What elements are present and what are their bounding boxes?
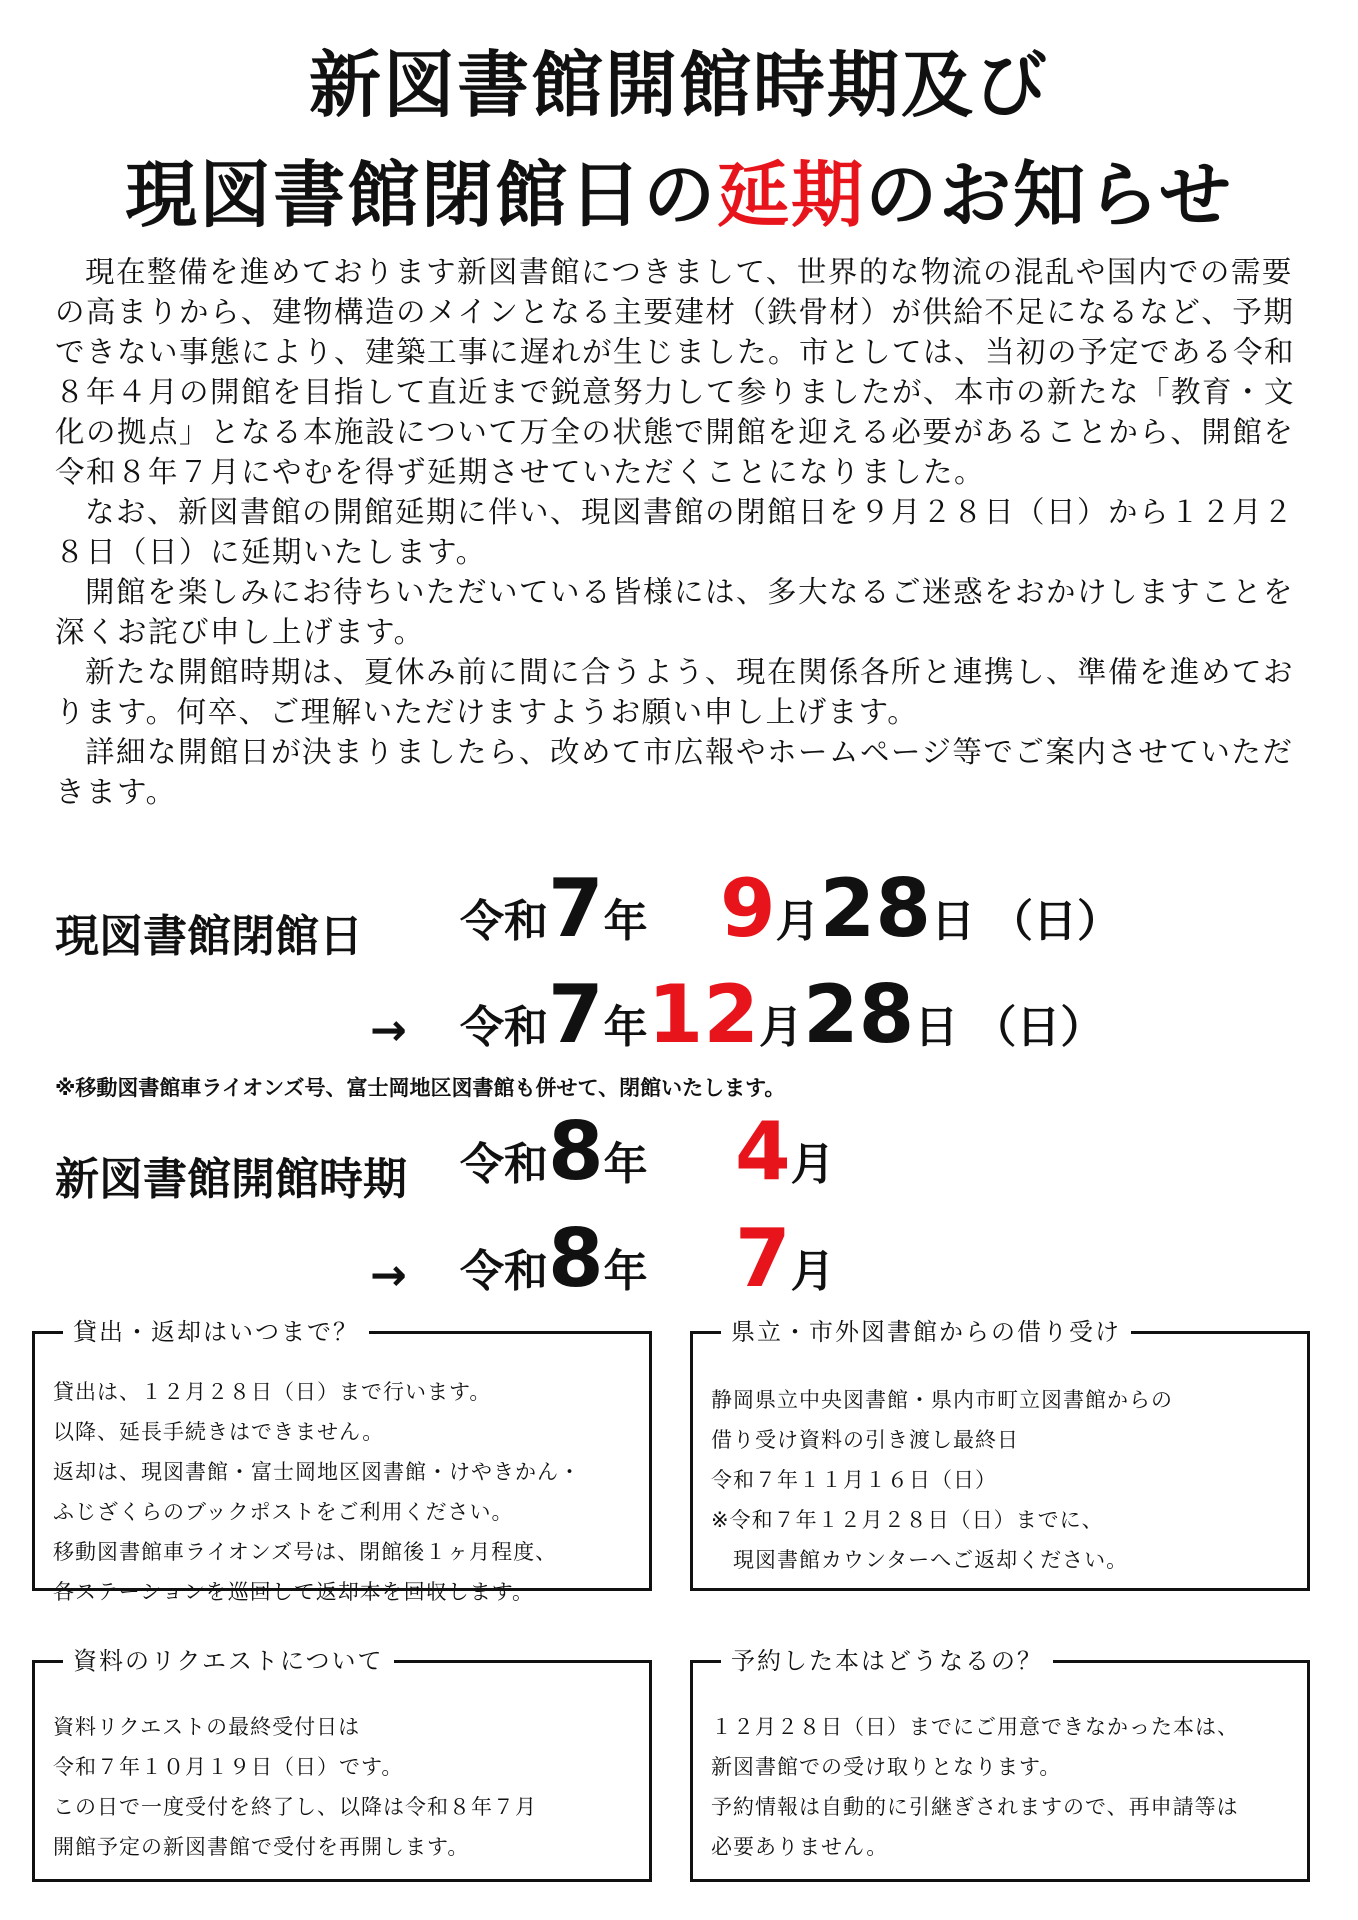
box-line: 必要ありません。 <box>711 1835 889 1859</box>
interlibrary-box-title: 県立・市外図書館からの借り受け <box>721 1315 1131 1349</box>
month-unit: 月 <box>790 1139 835 1190</box>
title-line2-pre: 現図書館閉館日の <box>125 153 718 237</box>
announcement-body <box>55 252 1320 812</box>
closing-old-date <box>460 862 648 955</box>
reservation-box-title: 予約した本はどうなるの？ <box>721 1644 1053 1678</box>
box-line: 現図書館カウンターへご返却ください。 <box>711 1548 1129 1572</box>
box-line: １２月２８日（日）までにご用意できなかった本は、 <box>711 1715 1239 1739</box>
opening-period-label: 新図書館開館時期 <box>55 1154 407 1205</box>
era: 令和 <box>460 1246 548 1297</box>
year-unit: 年 <box>603 896 648 947</box>
opening-old-date <box>460 1105 648 1198</box>
era: 令和 <box>460 896 548 947</box>
arrow-icon: → <box>370 1005 407 1056</box>
opening-new-date <box>460 1212 648 1305</box>
reservation-info-box <box>690 1647 1310 1882</box>
era: 令和 <box>460 1002 548 1053</box>
box-line: 資料リクエストの最終受付日は <box>53 1715 361 1739</box>
day-number: 28 <box>803 968 915 1061</box>
closing-new-date <box>460 968 1104 1061</box>
page-title-line2 <box>0 150 1358 240</box>
request-box-body <box>53 1707 639 1867</box>
year-number: 7 <box>548 862 604 955</box>
month-unit: 月 <box>790 1246 835 1297</box>
box-line: 以降、延長手続きはできません。 <box>53 1420 385 1444</box>
paragraph-2: なお、新図書館の開館延期に伴い、現図書館の閉館日を９月２８日（日）から１２月２８日（日）に延期いたします。 <box>55 495 1295 569</box>
reservation-box-body <box>711 1707 1297 1867</box>
opening-old-month <box>735 1105 835 1198</box>
year-unit: 年 <box>603 1002 648 1053</box>
interlibrary-info-box <box>690 1318 1310 1591</box>
closing-day-label: 現図書館閉館日 <box>55 911 363 962</box>
year-number: 7 <box>548 968 604 1061</box>
month-number: 7 <box>735 1212 791 1305</box>
day-unit: 日 <box>914 1002 959 1053</box>
box-line: 借り受け資料の引き渡し最終日 <box>711 1428 1019 1452</box>
day-number: 28 <box>819 862 931 955</box>
closing-old-monthday <box>720 862 1121 955</box>
box-line: 令和７年１０月１９日（日）です。 <box>53 1755 404 1779</box>
box-line: ふじざくらのブックポストをご利用ください。 <box>53 1500 514 1524</box>
page-title-line1: 新図書館開館時期及び <box>308 43 1049 127</box>
year-unit: 年 <box>603 1246 648 1297</box>
month-unit: 月 <box>759 1002 803 1053</box>
title-highlight-postponement: 延期 <box>717 153 866 237</box>
day-unit: 日 <box>931 896 975 947</box>
paragraph-3: 開館を楽しみにお待ちいただいている皆様には、多大なるご迷惑をおかけしますことを深くお詫び申し上げます。 <box>55 575 1295 649</box>
paragraph-5: 詳細な開館日が決まりましたら、改めて市広報やホームページ等でご案内させていただきます。 <box>55 735 1294 809</box>
lending-box-body <box>53 1372 639 1612</box>
box-line: 開館予定の新図書館で受付を再開します。 <box>53 1835 470 1859</box>
arrow-icon: → <box>370 1250 407 1301</box>
lending-box-title: 貸出・返却はいつまで？ <box>63 1315 369 1349</box>
request-info-box <box>32 1647 652 1882</box>
paragraph-1: 現在整備を進めております新図書館につきまして、世界的な物流の混乱や国内での需要の高まりから、建物構造のメインとなる主要建材（鉄骨材）が供給不足になるなど、予期できない事態により、建築工事に遅れが生じました。市としては、当初の予定である令和８年４月の開館を目指して直近まで鋭意努力して参りましたが、本市の新たな「教育・文化の拠点」となる本施設について万全の状態で開館を迎える必要があることから、開館を令和８年７月にやむを得ず延期させていただくことになりました。 <box>55 255 1296 489</box>
interlibrary-box-body <box>711 1380 1297 1580</box>
month-number: 12 <box>647 968 759 1061</box>
box-line: この日で一度受付を終了し、以降は令和８年７月 <box>53 1795 537 1819</box>
opening-new-month <box>735 1212 835 1305</box>
month-unit: 月 <box>775 896 820 947</box>
lending-info-box <box>32 1318 652 1604</box>
month-number: 9 <box>720 862 776 955</box>
year-number: 8 <box>548 1105 604 1198</box>
month-number: 4 <box>735 1105 791 1198</box>
paragraph-4: 新たな開館時期は、夏休み前に間に合うよう、現在関係各所と連携し、準備を進めております。何卒、ご理解いただけますようお願い申し上げます。 <box>55 655 1295 729</box>
weekday: （日） <box>989 896 1121 947</box>
year-number: 8 <box>548 1212 604 1305</box>
title-line2-post: のお知らせ <box>865 153 1233 237</box>
box-line: 各ステーションを巡回して返却本を回収します。 <box>53 1580 535 1604</box>
box-line: 新図書館での受け取りとなります。 <box>711 1755 1062 1779</box>
box-line: 返却は、現図書館・富士岡地区図書館・けやきかん・ <box>53 1460 581 1484</box>
box-line: 静岡県立中央図書館・県内市町立図書館からの <box>711 1388 1173 1412</box>
box-line: 予約情報は自動的に引継ぎされますので、再申請等は <box>711 1795 1239 1819</box>
box-line: 貸出は、１２月２８日（日）まで行います。 <box>53 1380 492 1404</box>
weekday: （日） <box>972 1002 1105 1053</box>
year-unit: 年 <box>603 1139 648 1190</box>
request-box-title: 資料のリクエストについて <box>63 1644 394 1678</box>
box-line: 令和７年１１月１６日（日） <box>711 1468 997 1492</box>
closing-note: ※移動図書館車ライオンズ号、富士岡地区図書館も併せて、閉館いたします。 <box>55 1076 786 1100</box>
box-line: ※令和７年１２月２８日（日）までに、 <box>711 1508 1104 1532</box>
era: 令和 <box>460 1139 548 1190</box>
box-line: 移動図書館車ライオンズ号は、閉館後１ヶ月程度、 <box>53 1540 558 1564</box>
